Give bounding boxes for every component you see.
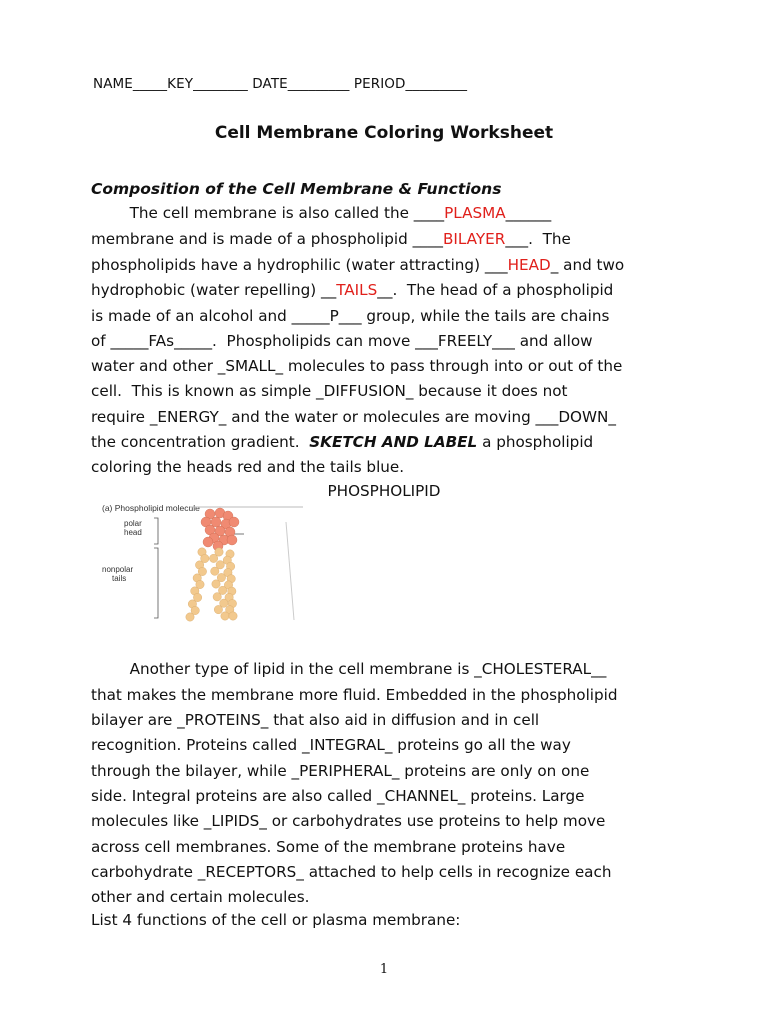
phospholipid-figure bbox=[98, 500, 308, 626]
text-line: membrane and is made of a phospholipid ____BILAYER___. The bbox=[91, 230, 571, 248]
text-line: side. Integral proteins are also called _CHANNEL_ proteins. Large bbox=[91, 787, 585, 805]
text-line: hydrophobic (water repelling) __TAILS__. The head of a phospholipid bbox=[91, 281, 614, 299]
text-line: across cell membranes. Some of the membrane proteins have bbox=[91, 838, 566, 856]
label-tails: tails bbox=[112, 574, 127, 583]
head-atom bbox=[203, 537, 213, 547]
head-atom bbox=[227, 535, 237, 545]
text-line: other and certain molecules. bbox=[91, 888, 310, 906]
label-head: head bbox=[124, 528, 142, 537]
text-line: is made of an alcohol and _____P___ group, while the tails are chains bbox=[91, 307, 610, 325]
text-line: recognition. Proteins called _INTEGRAL_ proteins go all the way bbox=[91, 736, 571, 754]
tail-atom bbox=[209, 554, 217, 562]
text-line: of _____FAs_____. Phospholipids can move ___FREELY___ and allow bbox=[91, 332, 593, 350]
text-line: The cell membrane is also called the ____PLASMA______ bbox=[91, 204, 552, 222]
tail-atom bbox=[213, 593, 221, 601]
header-fields: NAME_____KEY________ DATE_________ PERIOD_________ bbox=[93, 76, 468, 92]
figure-title: (a) Phospholipid molecule bbox=[102, 503, 200, 513]
tail-bracket bbox=[154, 548, 158, 618]
tail-atom bbox=[229, 612, 237, 620]
tail-atom bbox=[214, 605, 222, 613]
answer-head: HEAD bbox=[507, 256, 551, 274]
text-line: bilayer are _PROTEINS_ that also aid in diffusion and in cell bbox=[91, 711, 540, 729]
answer-tails: TAILS bbox=[336, 281, 378, 299]
text-line: coloring the heads red and the tails blue. bbox=[91, 458, 405, 476]
tail-atom bbox=[186, 613, 194, 621]
text-line: Another type of lipid in the cell membrane is _CHOLESTERAL__ bbox=[91, 660, 607, 678]
tail-atom bbox=[212, 580, 220, 588]
nonpolar-tail-atoms bbox=[186, 548, 237, 621]
head-bracket bbox=[154, 518, 158, 544]
head-atom bbox=[229, 517, 239, 527]
phospholipid-diagram bbox=[98, 500, 308, 626]
text-line: water and other _SMALL_ molecules to pass through into or out of the bbox=[91, 357, 623, 375]
section-heading: Composition of the Cell Membrane & Functions bbox=[91, 180, 502, 198]
polar-head-atoms bbox=[201, 508, 239, 551]
text-line: through the bilayer, while _PERIPHERAL_ proteins are only on one bbox=[91, 762, 590, 780]
instruction-sketch: SKETCH AND LABEL bbox=[309, 433, 478, 451]
figure-caption: PHOSPHOLIPID bbox=[327, 482, 441, 500]
tail-atom bbox=[221, 612, 229, 620]
answer-plasma: PLASMA bbox=[444, 204, 506, 222]
text-line: molecules like _LIPIDS_ or carbohydrates use proteins to help move bbox=[91, 812, 606, 830]
page-title: Cell Membrane Coloring Worksheet bbox=[214, 123, 554, 143]
text-line: List 4 functions of the cell or plasma membrane: bbox=[91, 911, 461, 929]
text-line: cell. This is known as simple _DIFFUSION_ because it does not bbox=[91, 382, 568, 400]
figure-edge bbox=[286, 522, 294, 620]
tail-atom bbox=[211, 567, 219, 575]
text-line: require _ENERGY_ and the water or molecules are moving ___DOWN_ bbox=[91, 408, 616, 426]
label-nonpolar: nonpolar bbox=[102, 565, 134, 574]
page-number: 1 bbox=[379, 962, 389, 977]
answer-bilayer: BILAYER bbox=[442, 230, 506, 248]
text-line: carbohydrate _RECEPTORS_ attached to help cells in recognize each bbox=[91, 863, 612, 881]
text-line: that makes the membrane more fluid. Embedded in the phospholipid bbox=[91, 686, 618, 704]
text-line: phospholipids have a hydrophilic (water attracting) ___HEAD_ and two bbox=[91, 256, 625, 274]
text-line: the concentration gradient. SKETCH AND LABEL a phospholipid bbox=[91, 433, 594, 451]
label-polar: polar bbox=[124, 519, 142, 528]
